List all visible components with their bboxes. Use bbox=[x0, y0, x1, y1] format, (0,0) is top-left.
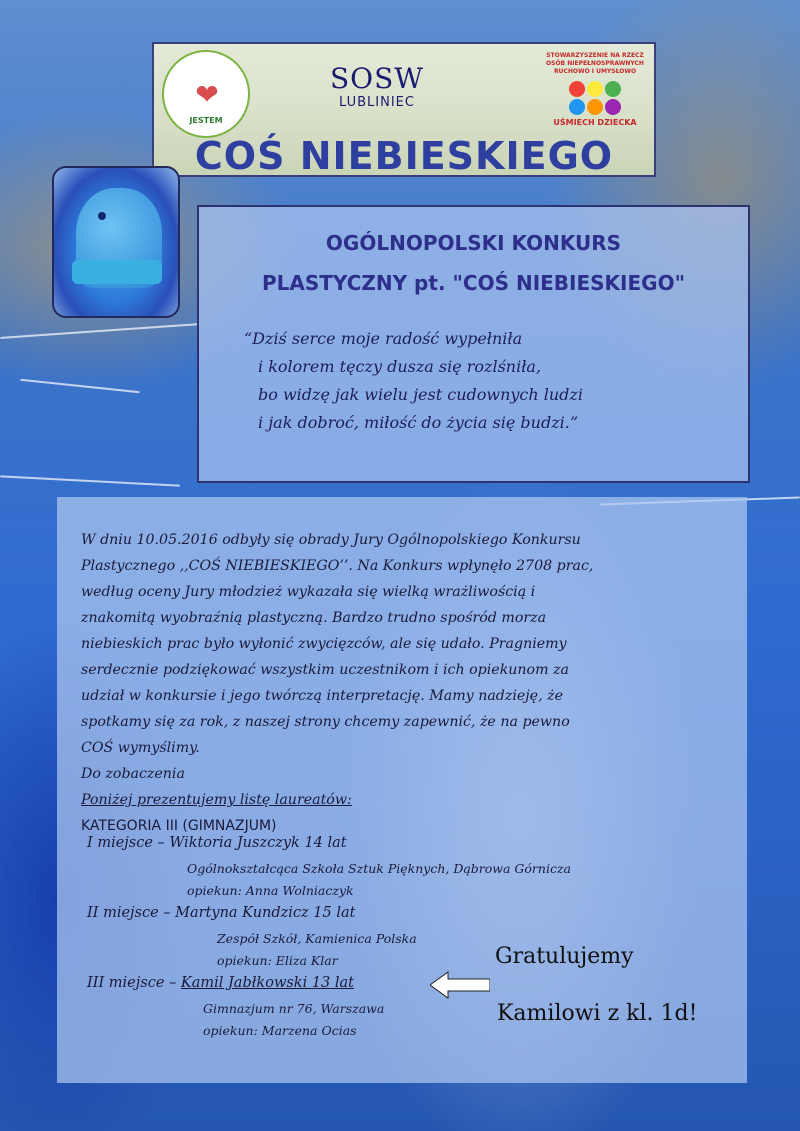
sosw-logo-city: LUBLINIEC bbox=[339, 95, 415, 110]
winner-2-school: Zespół Szkół, Kamienica Polska bbox=[217, 931, 417, 946]
artwork-band bbox=[72, 260, 162, 284]
contest-title-line1: OGÓLNOPOLSKI KONKURS bbox=[325, 231, 622, 255]
heart-icon: ❤ bbox=[195, 78, 219, 111]
winner-3-tutor: opiekun: Marzena Ocias bbox=[203, 1023, 357, 1038]
congrats-line2: Kamilowi z kl. 1d! bbox=[497, 1001, 698, 1026]
category-heading: KATEGORIA III (GIMNAZJUM) bbox=[81, 818, 277, 834]
congrats-line1: Gratulujemy bbox=[495, 944, 634, 969]
paragraph-line: COŚ wymyślimy. bbox=[81, 740, 200, 756]
winner-2-tutor: opiekun: Eliza Klar bbox=[217, 953, 338, 968]
winner-1-school: Ogólnokształcąca Szkoła Sztuk Pięknych, Dąbrowa Górnicza bbox=[187, 861, 571, 876]
winner-3-name: Kamil Jabłkowski 13 lat bbox=[180, 975, 354, 991]
smiley-faces-icon bbox=[560, 80, 630, 116]
winner-3-place bbox=[87, 975, 354, 991]
paragraph-line: znakomitą wyobraźnią plastyczną. Bardzo trudno spośród morza bbox=[81, 610, 547, 626]
jestem-logo bbox=[162, 50, 250, 138]
results-paragraph bbox=[81, 527, 731, 839]
paragraph-line: W dniu 10.05.2016 odbyły się obrady Jury Ogólnopolskiego Konkursu bbox=[81, 532, 581, 548]
poem bbox=[244, 325, 583, 437]
farewell-line: Do zobaczenia bbox=[81, 766, 185, 782]
winner-1-tutor: opiekun: Anna Wolniaczyk bbox=[187, 883, 354, 898]
paragraph-line: udział w konkursie i jego twórczą interpretację. Mamy nadzieję, że bbox=[81, 688, 563, 704]
sosw-logo-name: SOSW bbox=[329, 62, 425, 95]
poem-line: i kolorem tęczy dusza się rozlśniła, bbox=[258, 357, 542, 376]
poem-line: “Dziś serce moje radość wypełniła bbox=[244, 329, 523, 348]
decorative-streak bbox=[0, 323, 200, 339]
decorative-streak bbox=[20, 379, 140, 394]
contest-title-box bbox=[197, 205, 750, 483]
winner-2-place: II miejsce – Martyna Kundzicz 15 lat bbox=[87, 905, 356, 921]
arrow-left-icon bbox=[430, 970, 490, 1000]
sosw-logo bbox=[322, 62, 432, 132]
poem-line: i jak dobroć, miłość do życia się budzi.” bbox=[258, 413, 578, 432]
winner-3-school: Gimnazjum nr 76, Warszawa bbox=[203, 1001, 385, 1016]
usmiech-dziecka-logo bbox=[540, 52, 650, 142]
artwork-eye bbox=[98, 212, 106, 220]
paragraph-line: według oceny Jury młodzież wykazała się wielką wrażliwością i bbox=[81, 584, 536, 600]
paragraph-line: Plastycznego ,,COŚ NIEBIESKIEGO’’. Na Konkurs wpłynęło 2708 prac, bbox=[81, 558, 594, 574]
page-title: COŚ NIEBIESKIEGO bbox=[194, 134, 614, 178]
winner-1-place: I miejsce – Wiktoria Juszczyk 14 lat bbox=[87, 835, 347, 851]
jestem-logo-name: JESTEM bbox=[189, 116, 223, 125]
poem-line: bo widzę jak wielu jest cudownych ludzi bbox=[258, 385, 583, 404]
header-banner bbox=[152, 42, 656, 177]
usmiech-logo-text: STOWARZYSZENIE NA RZECZ OSÓB NIEPEŁNOSPRAWNYCH RUCHOWO I UMYSŁOWO bbox=[546, 52, 644, 75]
winner-3-prefix: III miejsce – bbox=[87, 975, 181, 991]
decorative-streak bbox=[0, 475, 180, 486]
usmiech-logo-name: UŚMIECH DZIECKA bbox=[553, 118, 637, 127]
artwork-image bbox=[52, 166, 180, 318]
contest-title-line2: PLASTYCZNY pt. "COŚ NIEBIESKIEGO" bbox=[262, 271, 685, 295]
results-box bbox=[57, 497, 747, 1083]
laureates-intro: Poniżej prezentujemy listę laureatów: bbox=[81, 792, 352, 808]
paragraph-line: serdecznie podziękować wszystkim uczestnikom i ich opiekunom za bbox=[81, 662, 570, 678]
paragraph-line: niebieskich prac było wyłonić zwycięzców, ale się udało. Pragniemy bbox=[81, 636, 567, 652]
paragraph-line: spotkamy się za rok, z naszej strony chcemy zapewnić, że na pewno bbox=[81, 714, 570, 730]
